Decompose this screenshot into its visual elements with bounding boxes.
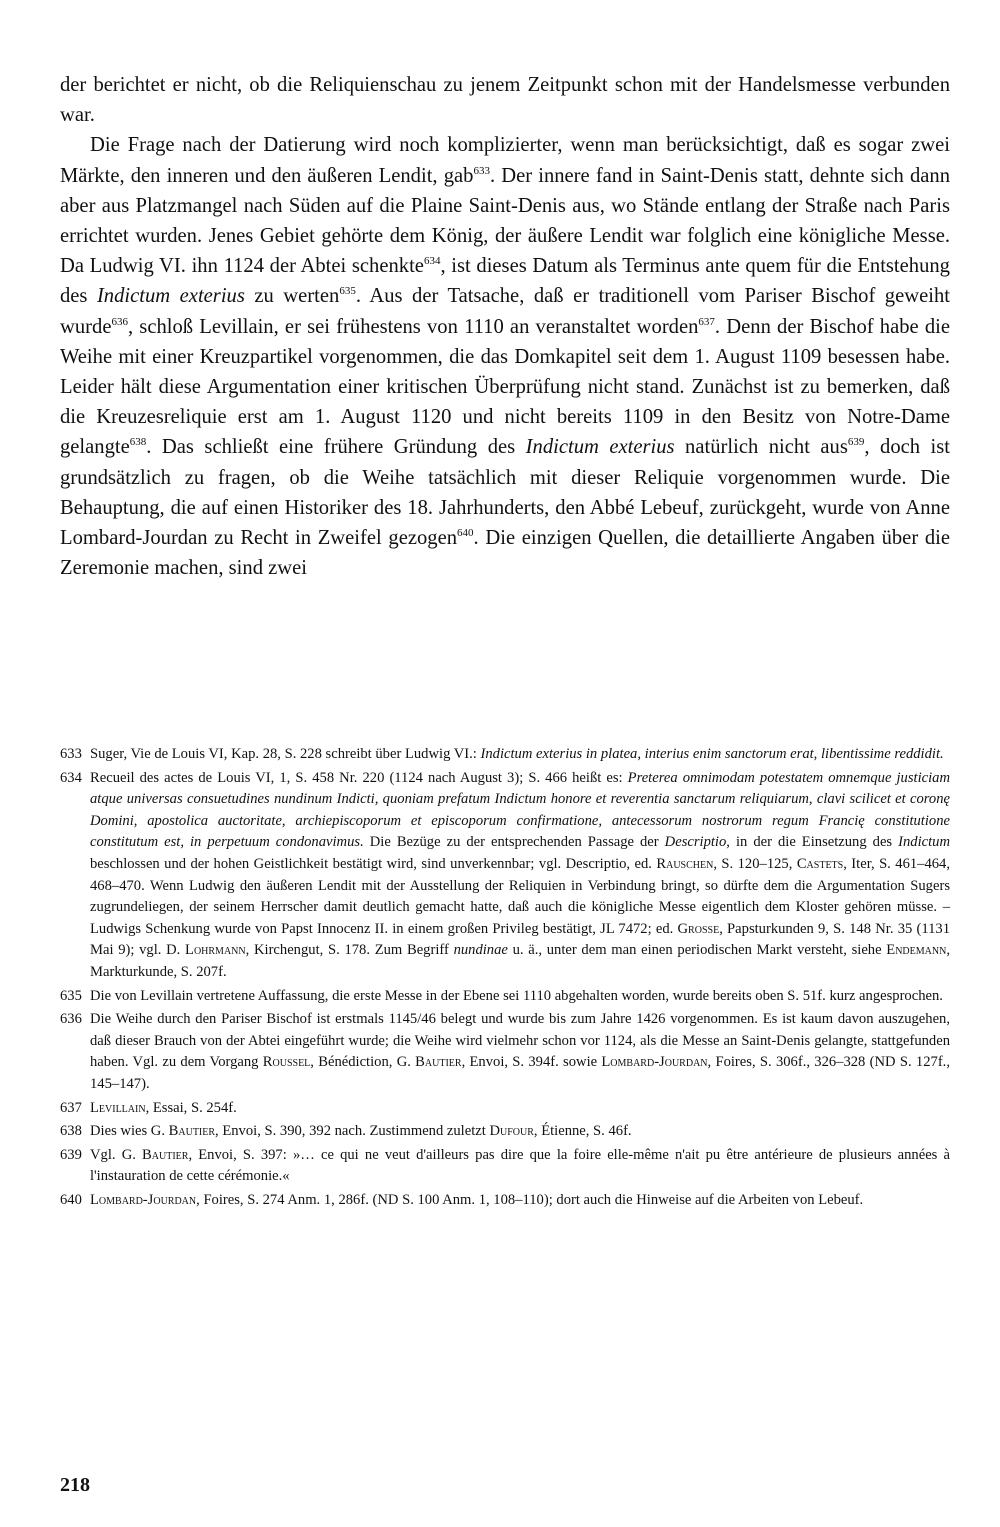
footnote-text: Die Weihe durch den Pariser Bischof ist erstmals 1145/46 belegt und wurde bis zum Jahre 1426 vorgenommen. Es ist kaum davon auszugehen, daß dieser Brauch von der Abtei eingeführt wurde; die Weihe wird vielmehr schon vor 1124, als die Messe an Saint-Denis gelangte, stattgefunden haben. Vgl. zu dem Vorgang xyxy=(90,1011,950,1071)
author-name: Bautier xyxy=(415,1054,462,1071)
text-run: . Der innere fand in Saint-Denis statt, dehnte sich dann aber aus Platzmangel nach Süden auf die Plaine Saint-Denis aus, wo Stände entlang der Straße nach Paris errichtet wurden. Jenes Gebiet gehörte dem König, der äußere Lendit war folglich eine königliche Messe. Da Ludwig VI. ihn 1124 der Abtei schenkte xyxy=(60,164,950,278)
footnote-text: , Envoi, S. 390, 392 nach. Zustimmend zuletzt xyxy=(215,1123,490,1140)
footnote-text: , Papsturkunden 9, S. 148 Nr. 35 (1131 Mai 9); vgl. D. xyxy=(90,920,951,959)
footnote-638 xyxy=(60,1121,950,1143)
footnote-number: 634 xyxy=(60,769,82,786)
text-run: , ist dieses Datum als Terminus ante quem für die Entstehung des xyxy=(60,255,950,308)
footnote-text: u. ä., unter dem man einen periodischen Markt versteht, siehe xyxy=(507,942,887,959)
footnote-text: , Envoi, S. 394f. sowie xyxy=(461,1054,602,1071)
footnote-text: Die Bezüge zu der entsprechenden Passage der xyxy=(363,834,665,851)
footnote-number: 635 xyxy=(60,987,82,1004)
footnote-text: , Bénédiction, G. xyxy=(310,1054,416,1071)
footnotes xyxy=(60,744,950,1213)
footnote-quote: Indictum exterius in platea, interius enim sanctorum erat, libentissime reddidit. xyxy=(480,746,944,762)
footnote-633 xyxy=(60,744,950,766)
footnote-640 xyxy=(60,1190,950,1212)
author-name: Grosse xyxy=(677,920,720,937)
text-run: , schloß Levillain, er sei frühestens von 1110 an veranstaltet worden xyxy=(127,315,699,338)
text-run: . Aus der Tatsache, daß er traditionell vom Pariser Bischof geweiht wurde xyxy=(60,285,951,338)
footnote-text: , Foires, S. 274 Anm. 1, 286f. (ND S. 100 Anm. 1, 108–110); dort auch die Hinweise auf die Arbeiten von Lebeuf. xyxy=(196,1191,864,1208)
footnote-number: 633 xyxy=(60,746,82,762)
footnote-text: , Foires, S. 306f., 326–328 (ND S. 127f., 145–147). xyxy=(90,1054,950,1092)
main-text xyxy=(60,70,950,583)
footnote-ref-638[interactable]: 638 xyxy=(129,436,147,449)
footnote-number: 637 xyxy=(60,1099,82,1116)
footnote-639 xyxy=(60,1145,950,1188)
footnote-text: , S. 120–125, xyxy=(713,855,797,872)
footnote-number: 636 xyxy=(60,1011,82,1028)
text-run: . Das schließt eine frühere Gründung des xyxy=(146,436,526,459)
footnote-text: , Essai, S. 254f. xyxy=(145,1099,237,1116)
footnote-text: , Étienne, S. 46f. xyxy=(533,1123,632,1140)
text-run: , doch ist grundsätzlich zu fragen, ob die Weihe tatsächlich mit dieser Reliquie vorgenommen wurde. Die Behauptung, die auf einen Historiker des 18. Jahrhunderts, den Abbé Lebeuf, zurückgeht, wurde von Anne Lombard-Jourdan zu Recht in Zweifel gezogen xyxy=(60,436,950,550)
footnote-text: beschlossen und der hohen Geistlichkeit bestätigt wird, sind unverkennbar; vgl. Descriptio, ed. xyxy=(90,855,657,872)
footnote-635 xyxy=(60,986,950,1008)
footnote-ref-633[interactable]: 633 xyxy=(473,164,490,177)
footnote-text: Dies wies G. xyxy=(90,1123,169,1140)
author-name: Levillain xyxy=(90,1099,146,1116)
footnote-637 xyxy=(60,1098,950,1120)
author-name: Dufour xyxy=(489,1123,534,1140)
text-run: zu werten xyxy=(244,285,340,308)
footnote-text: , Iter, S. 461–464, 468–470. Wenn Ludwig den äußeren Lendit mit der Ausstellung der Reliquien in Verbindung bringt, so dürfte dem die Argumentation Sugers zugrundeliegen, der seinem Herrscher damit deutlich gemacht hatte, daß auch die königliche Messe eigentlich dem Kloster gehören müsse. – Ludwigs Schenkung wurde von Papst Innocenz II. in einem großen Privileg bestätigt, JL 7472; ed. xyxy=(90,855,950,937)
footnote-text: Recueil des actes de Louis VI, 1, S. 458 Nr. 220 (1124 nach August 3); S. 466 heißt es: xyxy=(90,769,628,786)
text-run: . Denn der Bischof habe die Weihe mit einer Kreuzpartikel vorgenommen, die das Domkapitel seit dem 1. August 1109 besessen habe. Leider hält diese Argumentation einer kritischen Überprüfung nicht stand. Zunächst ist zu bemerken, daß die Kreuzesreliquie erst am 1. August 1120 und nicht bereits 1109 in den Besitz von Notre-Dame gelangte xyxy=(60,315,950,459)
author-name: Lombard-Jourdan xyxy=(90,1191,197,1208)
footnote-ref-640[interactable]: 640 xyxy=(457,527,474,540)
footnote-text: , Envoi, S. 397: »… ce qui ne veut d'ailleurs pas dire que la foire elle-même n'ait pu être antérieure de plusieurs années à l'instauration de cette cérémonie.« xyxy=(90,1146,950,1185)
footnote-text: Die von Levillain vertretene Auffassung, die erste Messe in der Ebene sei 1110 abgehalten worden, wurde bereits oben S. 51f. kurz angesprochen. xyxy=(90,987,943,1004)
footnote-text: , Markturkunde, S. 207f. xyxy=(90,942,950,980)
footnote-quote: Preterea omnimodam potestatem omnemque justiciam atque universas consuetudines nundinum Indicti, quoniam prefatum Indictum honore et reverentia sanctarum reliquiarum, clavi scilicet et coronę Domini, apostolica auctoritate, archiepiscoporum et episcoporum confirmatione, antecessorum nostrorum regum Francię constitutione constitutum est, in perpetuum condonavimus. xyxy=(90,769,951,851)
author-name: Roussel xyxy=(262,1054,311,1071)
paragraph-2 xyxy=(60,130,950,583)
footnote-ref-639[interactable]: 639 xyxy=(847,436,865,449)
footnote-italic: Descriptio xyxy=(664,834,727,851)
footnote-ref-637[interactable]: 637 xyxy=(698,315,715,328)
footnote-text: , Kirchengut, S. 178. Zum Begriff xyxy=(245,942,454,959)
footnote-number: 639 xyxy=(60,1146,82,1163)
author-name: Castets xyxy=(796,855,844,872)
italic-term: Indictum exterius xyxy=(525,436,675,459)
footnote-text: Vgl. G. xyxy=(90,1146,143,1163)
text-run: Die Frage nach der Datierung wird noch komplizierter, wenn man berücksichtigt, daß es sogar zwei Märkte, den inneren und den äußeren Lendit, gab xyxy=(60,134,950,187)
text-run: . Die einzigen Quellen, die detaillierte Angaben über die Zeremonie machen, sind zwei xyxy=(60,527,951,580)
footnote-text: , in der die Einsetzung des xyxy=(726,834,899,851)
author-name: Lohrmann xyxy=(185,942,246,959)
footnote-636 xyxy=(60,1009,950,1095)
footnote-text: Suger, Vie de Louis VI, Kap. 28, S. 228 schreibt über Ludwig VI.: xyxy=(90,746,481,762)
text-run: natürlich nicht aus xyxy=(674,436,848,459)
author-name: Bautier xyxy=(168,1123,216,1140)
body-text xyxy=(60,70,950,583)
footnote-ref-635[interactable]: 635 xyxy=(339,285,356,298)
paragraph-1: der berichtet er nicht, ob die Reliquienschau zu jenem Zeitpunkt schon mit der Handelsmesse verbunden war. xyxy=(60,74,950,127)
footnote-ref-634[interactable]: 634 xyxy=(423,255,441,268)
footnote-italic: Indictum xyxy=(898,834,951,851)
footnote-number: 638 xyxy=(60,1123,82,1140)
footnote-ref-636[interactable]: 636 xyxy=(111,315,128,328)
author-name: Endemann xyxy=(886,942,947,959)
page-number: 218 xyxy=(60,1474,90,1496)
author-name: Rauschen xyxy=(656,855,714,872)
footnote-italic: nundinae xyxy=(453,942,508,959)
footnote-number: 640 xyxy=(60,1191,82,1208)
author-name: Bautier xyxy=(142,1146,189,1163)
italic-term: Indictum exterius xyxy=(96,285,245,308)
author-name: Lombard-Jourdan xyxy=(601,1054,708,1071)
footnote-634 xyxy=(60,768,950,984)
